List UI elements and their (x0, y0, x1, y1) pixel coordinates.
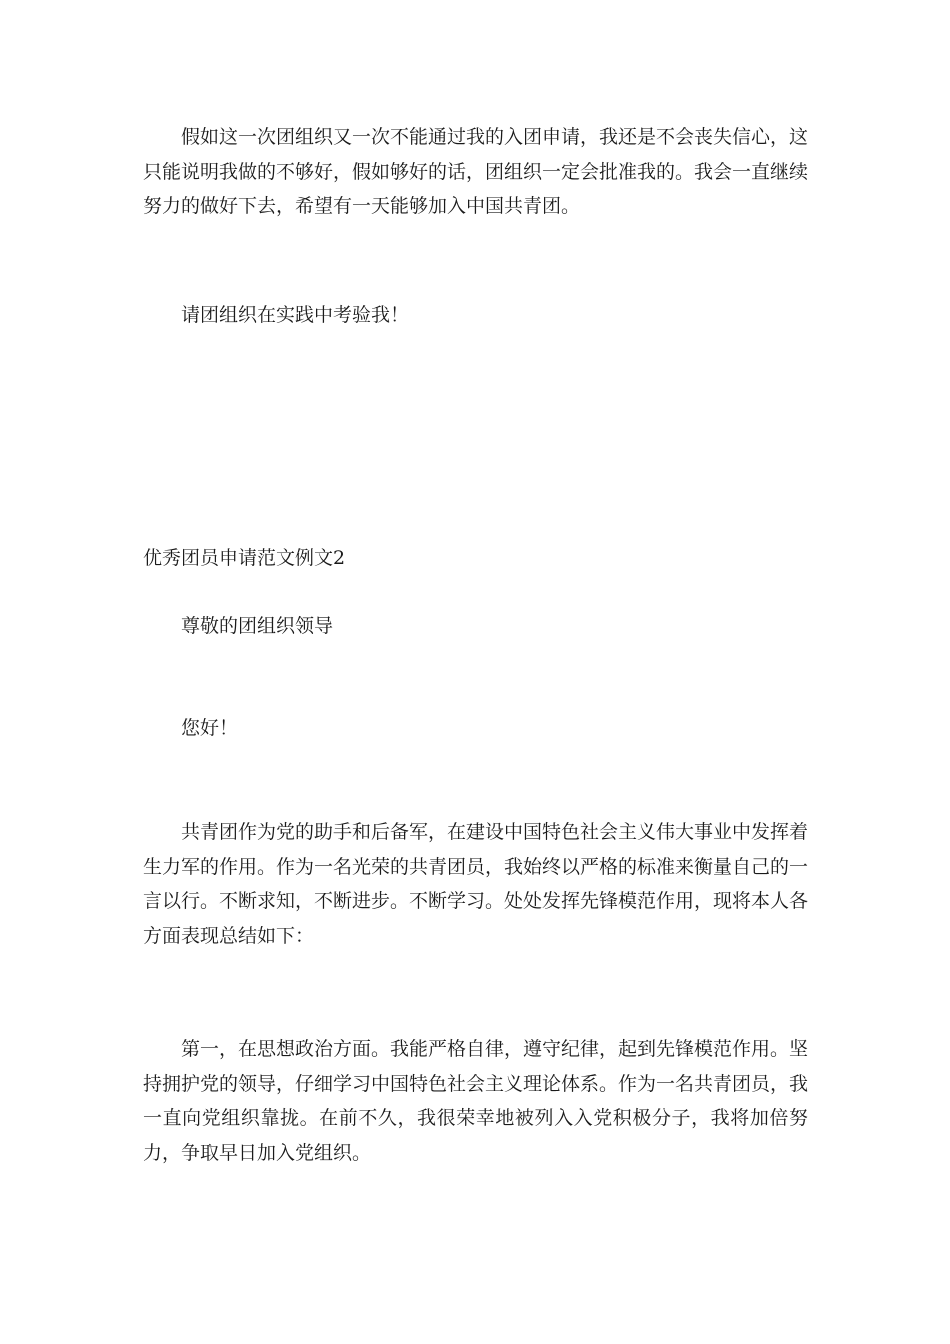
greeting: 您好！ (181, 717, 239, 739)
salutation: 尊敬的团组织领导 (181, 615, 334, 637)
paragraph-political-thought: 第一，在思想政治方面。我能严格自律，遵守纪律，起到先锋模范作用。坚持拥护党的领导，仔细学习中国特色社会主义理论体系。作为一名共青团员，我一直向党组织靠拢。在前不久，我很荣幸地被列入入党积极分子，我将加倍努力，争取早日加入党组织。 (143, 1038, 809, 1164)
section-title: 优秀团员申请范文例文2 (143, 547, 346, 569)
paragraph-test-request: 请团组织在实践中考验我！ (181, 304, 410, 326)
paragraph-application-resolve: 假如这一次团组织又一次不能通过我的入团申请，我还是不会丧失信心，这只能说明我做的不够好，假如够好的话，团组织一定会批准我的。我会一直继续努力的做好下去，希望有一天能够加入中国共青团。 (143, 126, 809, 217)
paragraph-league-role: 共青团作为党的助手和后备军，在建设中国特色社会主义伟大事业中发挥着生力军的作用。作为一名光荣的共青团员，我始终以严格的标准来衡量自己的一言以行。不断求知，不断进步。不断学习。处处发挥先锋模范作用，现将本人各方面表现总结如下： (143, 821, 809, 947)
